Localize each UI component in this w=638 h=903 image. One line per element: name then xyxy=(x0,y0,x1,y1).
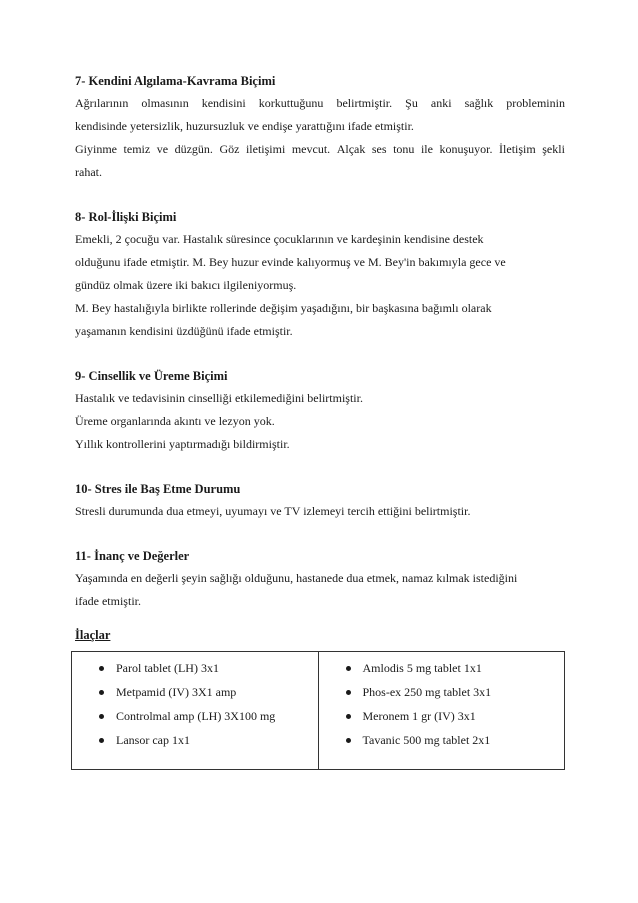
word: Alçak xyxy=(336,142,366,156)
bullet-icon xyxy=(99,738,104,743)
word: olmasının xyxy=(141,96,189,110)
section-heading: 11- İnanç ve Değerler xyxy=(75,549,190,563)
section-heading: 10- Stres ile Baş Etme Durumu xyxy=(75,482,241,496)
bullet-icon xyxy=(346,738,351,743)
paragraph-line: M. Bey hastalığıyla birlikte rollerinde değişim yaşadığını, bir başkasına bağımlı olarak xyxy=(75,301,492,315)
word: ile xyxy=(420,142,433,156)
medications-heading: İlaçlar xyxy=(75,628,111,642)
bullet-icon xyxy=(346,714,351,719)
medication-name: Lansor cap 1x1 xyxy=(116,732,190,747)
word: belirtmiştir. xyxy=(336,96,393,110)
section-beliefs-values xyxy=(75,545,567,613)
bullet-icon xyxy=(99,714,104,719)
word: ses xyxy=(371,142,387,156)
paragraph-line xyxy=(75,92,565,115)
list-item xyxy=(72,656,318,680)
medication-name: Controlmal amp (LH) 3X100 mg xyxy=(116,708,276,723)
paragraph-line: Üreme organlarında akıntı ve lezyon yok. xyxy=(75,414,275,428)
bullet-icon xyxy=(99,690,104,695)
paragraph-line: ifade etmiştir. xyxy=(75,594,141,608)
list-item xyxy=(72,704,318,728)
bullet-icon xyxy=(346,666,351,671)
paragraph-line: Emekli, 2 çocuğu var. Hastalık süresince çocuklarının ve kardeşinin kendisine destek xyxy=(75,232,484,246)
section-heading: 7- Kendini Algılama-Kavrama Biçimi xyxy=(75,74,276,88)
paragraph-line xyxy=(75,138,565,161)
word: anki xyxy=(430,96,452,110)
paragraph-line: Stresli durumunda dua etmeyi, uyumayı ve TV izlemeyi tercih ettiğini belirtmiştir. xyxy=(75,504,471,518)
section-heading: 8- Rol-İlişki Biçimi xyxy=(75,210,177,224)
list-item xyxy=(319,656,565,680)
document-body xyxy=(75,70,567,635)
word: Göz xyxy=(219,142,240,156)
paragraph-line: olduğunu ifade etmiştir. M. Bey huzur evinde kalıyormuş ve M. Bey'in bakımıyla gece ve xyxy=(75,255,506,269)
word: kendisini xyxy=(201,96,246,110)
section-heading: 9- Cinsellik ve Üreme Biçimi xyxy=(75,369,228,383)
word: Ağrılarının xyxy=(75,96,129,110)
word: Şu xyxy=(405,96,418,110)
section-role-relationship xyxy=(75,206,567,343)
list-item xyxy=(72,728,318,752)
bullet-icon xyxy=(346,690,351,695)
word: sağlık xyxy=(464,96,494,110)
list-item xyxy=(72,680,318,704)
paragraph-line: Hastalık ve tedavisinin cinselliği etkilemediğini belirtmiştir. xyxy=(75,391,363,405)
paragraph-line: gündüz olmak üzere iki bakıcı ilgileniyormuş. xyxy=(75,278,297,292)
word: konuşuyor. xyxy=(439,142,493,156)
list-item xyxy=(319,704,565,728)
word: düzgün. xyxy=(174,142,213,156)
medications-table xyxy=(71,651,565,770)
section-stress-coping xyxy=(75,478,567,523)
medication-name: Tavanic 500 mg tablet 2x1 xyxy=(362,732,491,747)
paragraph-line: kendisinde yetersizlik, huzursuzluk ve endişe yarattığını ifade etmiştir. xyxy=(75,119,414,133)
word: probleminin xyxy=(506,96,565,110)
section-self-perception xyxy=(75,70,567,184)
medication-name: Meronem 1 gr (IV) 3x1 xyxy=(362,708,476,723)
word: korkuttuğunu xyxy=(258,96,324,110)
word: İletişim xyxy=(499,142,536,156)
medications-column-right xyxy=(318,652,565,769)
medication-name: Parol tablet (LH) 3x1 xyxy=(116,660,219,675)
word: mevcut. xyxy=(291,142,331,156)
medication-name: Amlodis 5 mg tablet 1x1 xyxy=(362,660,482,675)
paragraph-line: Yaşamında en değerli şeyin sağlığı olduğunu, hastanede dua etmek, namaz kılmak istediğini xyxy=(75,571,518,585)
medication-name: Metpamid (IV) 3X1 amp xyxy=(116,684,237,699)
word: tonu xyxy=(393,142,415,156)
word: şekli xyxy=(542,142,565,156)
bullet-icon xyxy=(99,666,104,671)
word: temiz xyxy=(123,142,151,156)
medication-name: Phos-ex 250 mg tablet 3x1 xyxy=(362,684,492,699)
paragraph-line: Yıllık kontrollerini yaptırmadığı bildirmiştir. xyxy=(75,437,290,451)
word: ve xyxy=(156,142,169,156)
word: iletişimi xyxy=(245,142,286,156)
list-item xyxy=(319,728,565,752)
word: Giyinme xyxy=(75,142,117,156)
paragraph-line: yaşamanın kendisini üzdüğünü ifade etmiştir. xyxy=(75,324,293,338)
section-sexuality-reproduction xyxy=(75,365,567,456)
list-item xyxy=(319,680,565,704)
paragraph-line: rahat. xyxy=(75,165,102,179)
medications-column-left xyxy=(72,652,318,769)
